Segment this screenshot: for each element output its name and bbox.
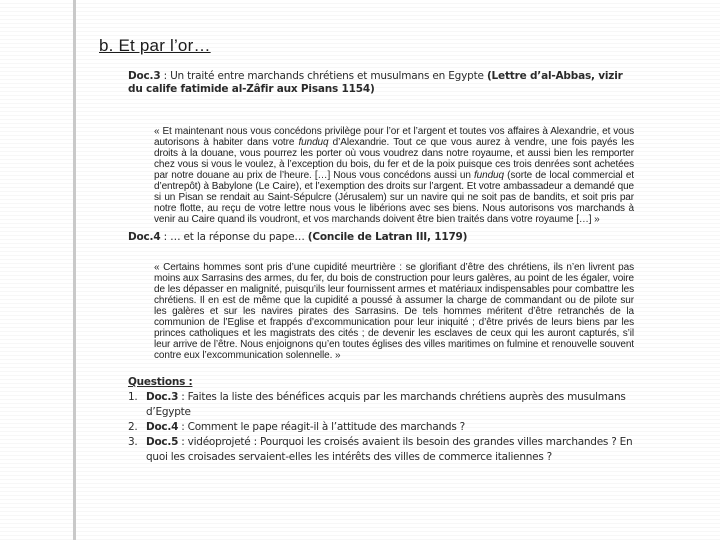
doc4-label: Doc.4: [128, 231, 161, 243]
left-margin-rule: [73, 0, 76, 540]
question-doc-label: Doc.5: [146, 436, 179, 448]
slide-title: b. Et par l’or…: [99, 36, 211, 55]
questions-title: Questions :: [128, 376, 193, 388]
doc3-source: (Lettre d’al-Abbas, vizir du calife fatimide al-Zâfir aux Pisans 1154): [128, 70, 623, 95]
doc3-heading: [128, 70, 634, 96]
doc3-quote-italic: funduq: [298, 137, 329, 148]
question-item: [128, 420, 634, 435]
question-item: [128, 390, 634, 420]
doc3-quote-part: (sorte de local commercial et d’entrepôt) à Babylone (Le Caire), et l’exemption des droits sur l’argent. Et votre ambassadeur a demandé que si un Pisan se rendait au Saint-Sépulcre (Jérusalem) sur un navire qui ne soit pas de bandits, et soit pris par notre flotte, au reçu de votre lettre nous vous le libérions avec ses biens. Nous autorisons vos marchands à venir au Caire quand ils voudront, et vos marchands doivent être bien traités dans votre royaume […] »: [154, 170, 634, 225]
question-doc-label: Doc.4: [146, 421, 179, 433]
question-number: 1.: [128, 391, 138, 403]
doc3-caption: : Un traité entre marchands chrétiens et musulmans en Egypte: [160, 70, 487, 82]
doc4-heading: [128, 231, 634, 244]
question-body: : vidéoprojeté : Pourquoi les croisés avaient ils besoin des grandes villes marchandes ? En quoi les croisades servaient-elles les intérêts des villes de commerce italiennes ?: [146, 436, 633, 463]
doc3-quote-part: d’Alexandrie. Tout ce que vous aurez à vendre, une fois payés les droits à la douane, vous pourrez les porter où vous voudrez dans notre royaume, et aussi bien les remporter chez vous si vous le voulez, à l’exception du bois, du fer et de la poix puisque ces trois denrées sont achetées par notre douane au prix de l’heure. […] Nous vous concédons aussi un: [154, 137, 634, 181]
question-number: 2.: [128, 421, 138, 433]
question-doc-label: Doc.3: [146, 391, 179, 403]
doc3-label: Doc.3: [128, 70, 161, 82]
questions-section: [128, 375, 634, 465]
doc4-quote: « Certains hommes sont pris d’une cupidité meurtrière : se glorifiant d’être des chrétiens, ils n’en livrent pas moins aux Sarrasins des armes, du fer, du bois de construction pour leurs galères, au point de les égaler, voire de les dépasser en malignité, puisqu’ils leur fournissent armes et matériaux indispensables pour combattre les chrétiens. Il en est de même que la cupidité a poussé à assumer la charge de commandant ou de pilote sur les galères et sur les navires pirates des Sarrasins. De tels hommes méritent d’être retranchés de la communion de l’Eglise et frappés d’excommunication pour leur iniquité ; d’être privés de leurs biens par les princes catholiques et les magistrats des cités ; de devenir les esclaves de ceux qui les auront capturés, s’il leur arrive de l’être. Nous enjoignons qu’en toutes églises des villes maritimes on fulmine et renouvelle souvent contre eux l’excommunication solennelle. »: [154, 262, 634, 361]
question-number: 3.: [128, 436, 138, 448]
question-body: : Comment le pape réagit-il à l’attitude des marchands ?: [178, 421, 465, 433]
doc3-quote-italic: funduq: [473, 170, 504, 181]
doc3-quote: [128, 126, 634, 225]
question-item: [128, 435, 634, 465]
doc3-quote-part: « Et maintenant nous vous concédons privilège pour l’or et l’argent et toutes vos affaires à Alexandrie, et vous autorisons à habiter dans votre: [154, 126, 634, 148]
question-text: [146, 435, 634, 465]
doc4-source: (Concile de Latran III, 1179): [307, 231, 468, 243]
document-content: [128, 70, 634, 465]
doc4-caption: : … et la réponse du pape…: [160, 231, 308, 243]
question-body: : Faites la liste des bénéfices acquis par les marchands chrétiens auprès des musulmans d’Egypte: [146, 391, 626, 418]
question-text: [146, 420, 634, 435]
question-text: [146, 390, 634, 420]
